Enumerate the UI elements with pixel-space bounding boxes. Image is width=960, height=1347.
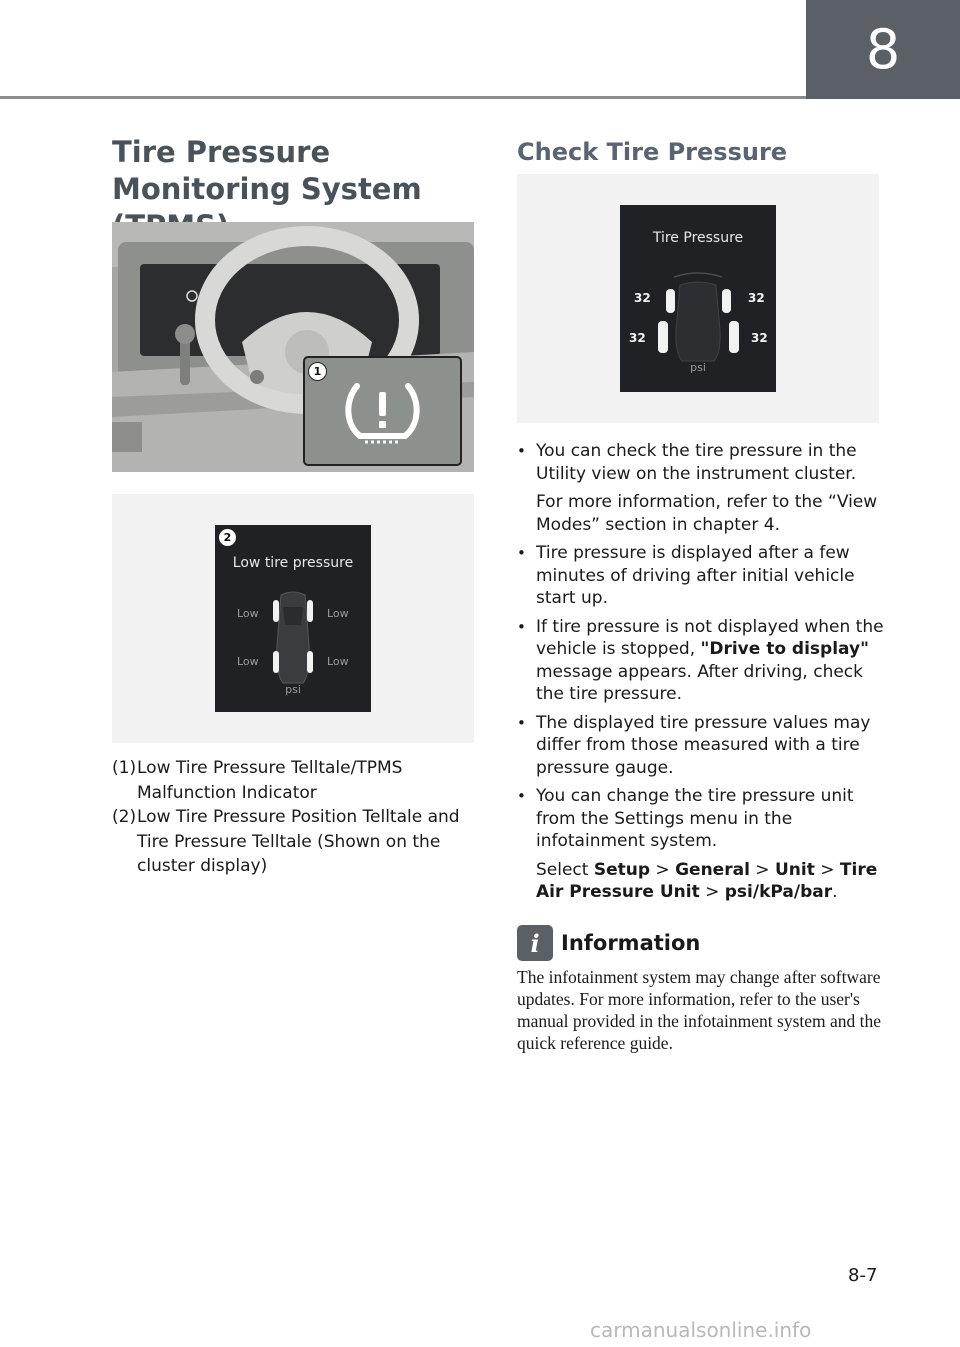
front-right-pressure: 32 [748,291,765,305]
cluster-display-tire-pressure [620,205,776,392]
header-rule [0,96,806,99]
caption-2-text: Low Tire Pressure Position Telltale and Tire Pressure Telltale (Shown on the cluster display) [137,807,460,876]
tire-pressure-figure [517,174,879,423]
bullet-drive-to-display [517,616,887,706]
watermark: carmanualsonline.info [590,1318,812,1342]
pressure-unit: psi [285,683,301,696]
menu-setup: Setup [593,859,651,880]
menu-end: . [832,882,838,902]
bullet-change-unit [517,785,887,904]
menu-sep-1: > [650,859,676,880]
low-tire-pressure-figure [112,494,474,743]
rear-right-pressure: 32 [751,331,768,345]
front-left-pressure: 32 [634,291,651,305]
info-icon: i [517,925,553,961]
page-number: 8-7 [848,1265,878,1286]
callout-badge-2: 2 [219,529,236,546]
front-left-status: Low [237,607,259,620]
bullet-3-post: message appears. After driving, check the tire pressure. [536,661,863,704]
pressure-unit: psi [690,361,706,374]
bullet-display-delay [517,542,887,610]
section-title-tpms: Tire Pressure Monitoring System [112,135,422,206]
front-right-status: Low [327,607,349,620]
bullet-1-subtext: For more information, refer to the “View Modes” section in chapter 4. [536,492,878,535]
information-title: Information [561,931,701,955]
low-pressure-title: Low tire pressure [232,555,354,571]
bullet-5-menu-path [536,859,887,904]
caption-1 [112,756,474,805]
menu-sep-3: > [814,859,840,880]
dashboard-illustration [112,222,474,472]
menu-general: General [675,859,750,880]
bullet-gauge-difference [517,712,887,780]
figure-captions [112,756,474,879]
caption-2-number: (2) [112,807,137,827]
callout-badge-1: 1 [308,362,327,381]
bullet-1-text: • You can check the tire pressure in the Utility view on the instrument cluster. [536,441,857,484]
menu-psi-kpa-bar: psi/kPa/bar [724,882,833,902]
rear-left-pressure: 32 [629,331,646,345]
select-word: Select [536,859,594,880]
bullet-3-text [536,616,887,706]
menu-unit: Unit [774,859,815,880]
bullet-utility-view [517,440,887,536]
chapter-tab: 8 [806,0,960,99]
tire-pressure-title: Tire Pressure [652,230,744,246]
tpms-warning-icon [305,358,460,464]
caption-1-text: Low Tire Pressure Telltale/TPMS Malfunction Indicator [137,758,403,803]
bullet-3-bold: "Drive to display" [700,639,869,659]
information-text: The infotainment system may change after software updates. For more information, refer to the user's manual provided in the infotainment system and the quick reference guide. [517,967,882,1053]
rear-right-status: Low [327,655,349,668]
information-heading [517,924,700,962]
section-title-check-pressure: Check Tire Pressure [517,138,788,166]
menu-sep-4: > [699,882,725,902]
check-pressure-bullets [517,440,887,910]
bullet-2-text: • Tire pressure is displayed after a few minutes of driving after initial vehicle start up. [536,543,855,608]
menu-sep-2: > [749,859,775,880]
bullet-3-pre: If tire pressure is not displayed when the vehicle is stopped, [536,616,884,659]
caption-2 [112,805,474,879]
menu-tire-air-pressure-unit: Tire Air Pressure Unit [536,859,878,902]
bullet-4-text: • The displayed tire pressure values may differ from those measured with a tire pressure gauge. [536,712,871,778]
cluster-display-low-pressure [215,525,371,712]
rear-left-status: Low [237,655,259,668]
caption-1-number: (1) [112,758,137,778]
bullet-5-text: • You can change the tire pressure unit from the Settings menu in the infotainment system. [536,786,854,851]
